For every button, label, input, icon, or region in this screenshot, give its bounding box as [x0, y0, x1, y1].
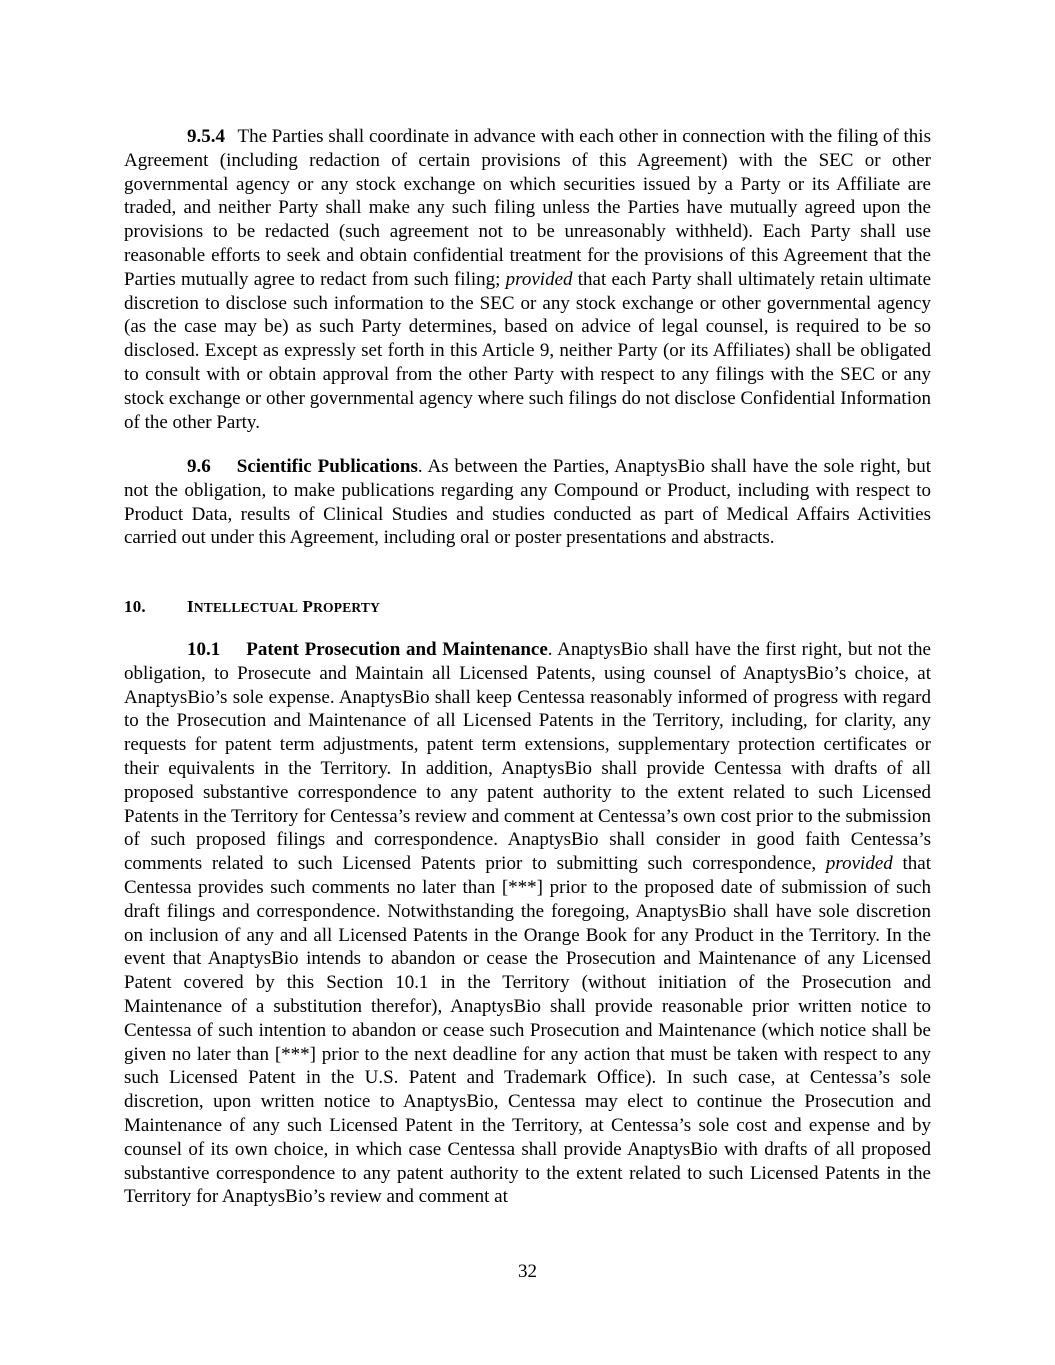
paragraph-text: The Parties shall coordinate in advance with each other in connection with the filing of this Agreement (including redaction of certain provisions of this Agreement) with the SEC or other governmental agency or any stock exchange on which securities issued by a Party or its Affiliate are traded, and neither Party shall make any such filing unless the Parties have mutually agreed upon the provisions to be redacted (such agreement not to be unreasonably withheld). Each Party shall use reasonable efforts to seek and obtain confidential treatment for the provisions of this Agreement that the Parties mutually agree to redact from such filing;: [124, 126, 931, 290]
paragraph-10-1: [124, 638, 931, 1209]
section-heading: Scientific Publications: [236, 456, 418, 477]
paragraph-text: . As between the Parties, AnaptysBio shall have the sole right, but not the obligation, to make publications regarding any Compound or Product, including with respect to Product Data, results of Clinical Studies and studies conducted as part of Medical Affairs Activities carried out under this Agreement, including oral or poster presentations and abstracts.: [124, 456, 931, 549]
paragraph-text: that Centessa provides such comments no later than [***] prior to the proposed date of submission of such draft filings and correspondence. Notwithstanding the foregoing, AnaptysBio shall have sole discretion on inclusion of any and all Licensed Patents in the Orange Book for any Product in the Territory. In the event that AnaptysBio intends to abandon or cease the Prosecution and Maintenance of any Licensed Patent covered by this Section 10.1 in the Territory (without initiation of the Prosecution and Maintenance of a substitution therefor), AnaptysBio shall provide reasonable prior written notice to Centessa of such intention to abandon or cease such Prosecution and Maintenance (which notice shall be given no later than [***] prior to the next deadline for any action that must be taken with respect to any such Licensed Patent in the U.S. Patent and Trademark Office). In such case, at Centessa’s sole discretion, upon written notice to AnaptysBio, Centessa may elect to continue the Prosecution and Maintenance of any such Licensed Patent in the Territory, at Centessa’s sole cost and expense and by counsel of its own choice, in which case Centessa shall provide AnaptysBio with drafts of all proposed substantive correspondence to any patent authority to the extent related to such Licensed Patents in the Territory for AnaptysBio’s review and comment at: [124, 853, 932, 1208]
section-number: 9.6: [187, 456, 211, 477]
paragraph-text: that each Party shall ultimately retain ultimate discretion to disclose such information to the SEC or any stock exchange or other governmental agency (as the case may be) as such Party determines, based on advice of legal counsel, is required to be so disclosed. Except as expressly set forth in this Article 9, neither Party (or its Affiliates) shall be obligated to consult with or obtain approval from the other Party with respect to any filings with the SEC or any stock exchange or other governmental agency where such filings do not disclose Confidential Information of the other Party.: [124, 268, 932, 433]
article-heading: 10. INTELLECTUAL PROPERTY: [124, 595, 380, 620]
page-number: 32: [518, 1261, 537, 1282]
italic-term: provided: [825, 853, 893, 875]
section-heading: Patent Prosecution and Maintenance: [246, 639, 548, 660]
paragraph-9-5-4: [124, 125, 931, 434]
paragraph-text: . AnaptysBio shall have the first right, but not the obligation, to Prosecute and Maintain all Licensed Patents, using counsel of AnaptysBio’s choice, at AnaptysBio’s sole expense. AnaptysBio shall keep Centessa reasonably informed of progress with regard to the Prosecution and Maintenance of all Licensed Patents in the Territory, including, for clarity, any requests for patent term adjustments, patent term extensions, supplementary protection certificates or their equivalents in the Territory. In addition, AnaptysBio shall provide Centessa with drafts of all proposed substantive correspondence to any patent authority to the extent related to such Licensed Patents in the Territory for Centessa’s review and comment at Centessa’s own cost prior to the submission of such proposed filings and correspondence. AnaptysBio shall consider in good faith Centessa’s comments related to such Licensed Patents prior to submitting such correspondence,: [124, 639, 931, 875]
italic-term: provided: [505, 268, 573, 290]
paragraph-9-6: [124, 455, 931, 550]
article-number: 10.: [124, 597, 146, 616]
section-number: 10.1: [187, 639, 221, 660]
section-number: 9.5.4: [187, 126, 225, 147]
